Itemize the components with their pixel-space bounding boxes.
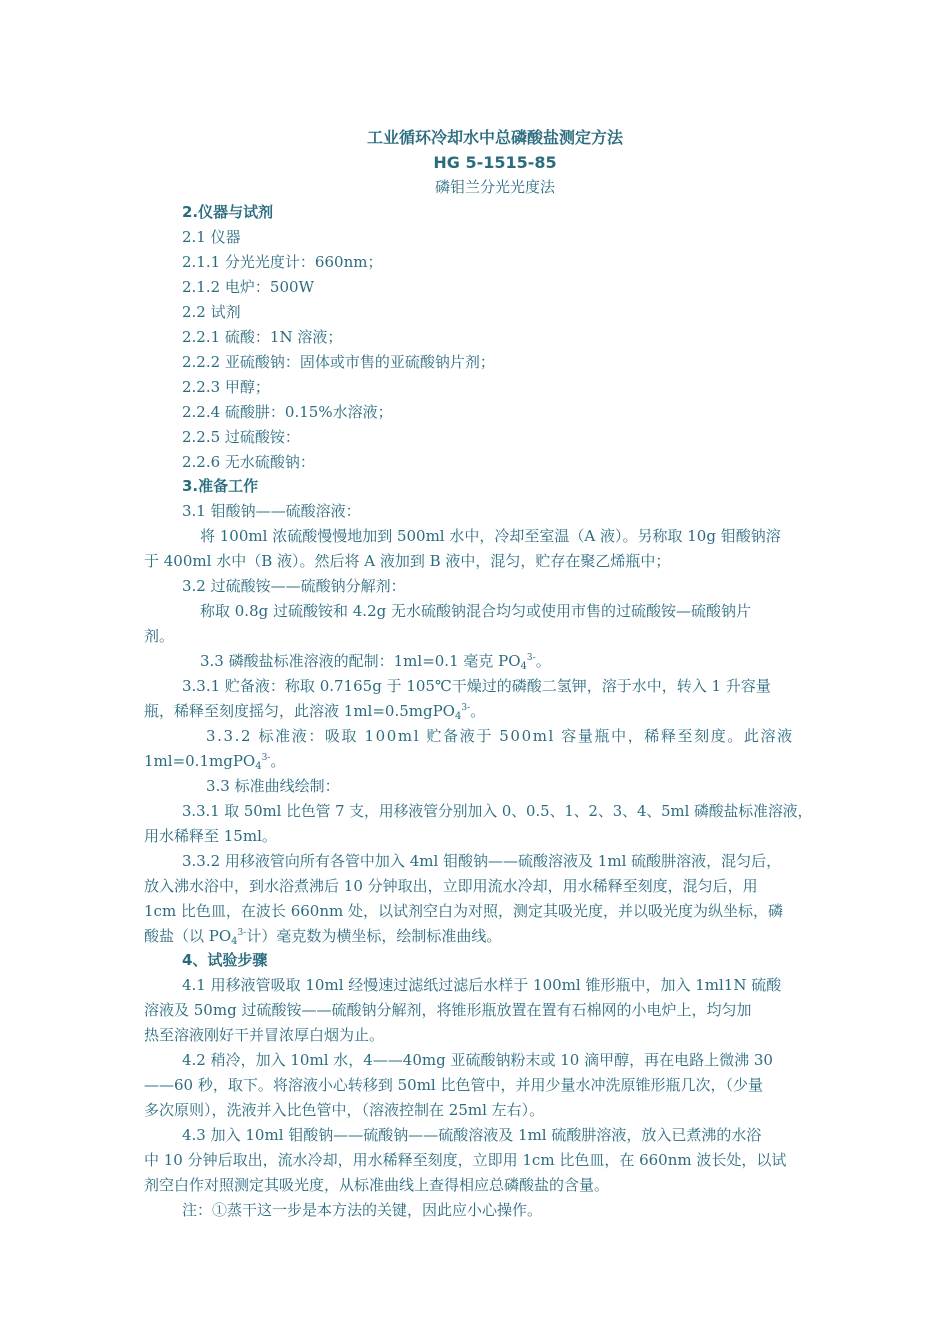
item-3-3: 3.3 磷酸盐标准溶液的配制：1ml=0.1 毫克 $PO_4^{3-}$。 (200, 652, 551, 672)
item-2-2-6: 2.2.6 无水硫酸钠： (182, 453, 315, 471)
paragraph-4-2-line: 4.2 稍冷，加入 10ml 水，4——40mg 亚硫酸钠粉末或 10 滴甲醇，再在电路上微沸 30 (182, 1051, 773, 1069)
paragraph-3-1-line: 于 400ml 水中（B 液）。然后将 A 液加到 B 液中，混匀，贮存在聚乙烯瓶中； (144, 552, 671, 570)
paragraph-3-1-line: 将 100ml 浓硫酸慢慢地加到 500ml 水中，冷却至室温（A 液）。另称取 10g 钼酸钠溶 (200, 527, 781, 545)
paragraph-3-3-2b-line: 3.3.2 用移液管向所有各管中加入 4ml 钼酸钠——硫酸溶液及 1ml 硫酸肼溶液，混匀后， (182, 852, 782, 870)
paragraph-4-3-line: 4.3 加入 10ml 钼酸钠——硫酸钠——硫酸溶液及 1ml 硫酸肼溶液，放入已煮沸的水浴 (182, 1126, 762, 1144)
paragraph-3-3-2b-line: 1cm 比色皿，在波长 660nm 处，以试剂空白为对照，测定其吸光度，并以吸光度为纵坐标，磷 (144, 902, 783, 920)
method-name: 磷钼兰分光光度法 (434, 178, 555, 196)
paragraph-3-3-2-line: 1ml=0.1mgPO$_4^{3-}$。 (144, 752, 286, 772)
paragraph-3-3-2b-line: 酸盐（以 $PO_4^{3-}$计）毫克数为横坐标，绘制标准曲线。 (144, 927, 502, 947)
note: 注：①蒸干这一步是本方法的关键，因此应小心操作。 (182, 1201, 543, 1219)
standard-code: HG 5-1515-85 (433, 153, 557, 172)
item-2-2-4: 2.2.4 硫酸肼：0.15%水溶液； (182, 403, 393, 421)
item-2-2-3: 2.2.3 甲醇； (182, 378, 270, 396)
paragraph-4-1-line: 溶液及 50mg 过硫酸铵——硫酸钠分解剂，将锥形瓶放置在置有石棉网的小电炉上，均匀加 (144, 1001, 752, 1019)
paragraph-3-3-1-line: 瓶，稀释至刻度摇匀，此溶液 1ml=0.5mgPO$_4^{3-}$。 (144, 702, 486, 722)
item-2-2-2: 2.2.2 亚硫酸钠：固体或市售的亚硫酸钠片剂； (182, 353, 495, 371)
item-3-3-curve: 3.3 标准曲线绘制： (206, 777, 340, 795)
paragraph-4-2-line: 多次原则），洗液并入比色管中，（溶液控制在 25ml 左右）。 (144, 1101, 545, 1119)
item-3-2: 3.2 过硫酸铵——硫酸钠分解剂： (182, 577, 406, 595)
section-heading-4: 4、试验步骤 (182, 951, 268, 969)
document-title: 工业循环冷却水中总磷酸盐测定方法 (366, 128, 623, 147)
paragraph-3-2-line: 称取 0.8g 过硫酸铵和 4.2g 无水硫酸钠混合均匀或使用市售的过硫酸铵—硫酸钠片 (200, 602, 751, 620)
paragraph-3-2-line: 剂。 (144, 627, 175, 645)
paragraph-4-2-line: ——60 秒，取下。将溶液小心转移到 50ml 比色管中，并用少量水冲洗原锥形瓶几次，（少量 (144, 1076, 764, 1094)
item-2-1: 2.1 仪器 (182, 228, 241, 246)
paragraph-4-1-line: 热至溶液刚好干并冒浓厚白烟为止。 (144, 1026, 385, 1044)
paragraph-3-3-2b-line: 放入沸水浴中，到水浴煮沸后 10 分钟取出，立即用流水冷却，用水稀释至刻度，混匀后，用 (144, 877, 758, 895)
section-heading-3: 3.准备工作 (182, 477, 259, 495)
paragraph-4-3-line: 中 10 分钟后取出，流水冷却，用水稀释至刻度，立即用 1cm 比色皿，在 660nm 波长处，以试 (144, 1151, 787, 1169)
item-2-2-1: 2.2.1 硫酸：1N 溶液； (182, 328, 343, 346)
paragraph-4-1-line: 4.1 用移液管吸取 10ml 经慢速过滤纸过滤后水样于 100ml 锥形瓶中，加入 1ml1N 硫酸 (182, 976, 782, 994)
paragraph-3-3-2-line: 3.3.2 标准液：吸取 100ml 贮备液于 500ml 容量瓶中，稀释至刻度。此溶液 (206, 727, 794, 745)
item-2-2-5: 2.2.5 过硫酸铵： (182, 428, 300, 446)
paragraph-4-3-line: 剂空白作对照测定其吸光度，从标准曲线上查得相应总磷酸盐的含量。 (144, 1176, 610, 1194)
item-2-2: 2.2 试剂 (182, 303, 241, 321)
item-2-1-1: 2.1.1 分光光度计：660nm； (182, 253, 383, 271)
item-2-1-2: 2.1.2 电炉：500W (182, 278, 314, 296)
section-heading-2: 2.仪器与试剂 (182, 203, 274, 221)
paragraph-3-3-1-line: 3.3.1 贮备液：称取 0.7165g 于 105℃干燥过的磷酸二氢钾，溶于水中，转入 1 升容量 (182, 677, 771, 695)
paragraph-3-3-1b-line: 用水稀释至 15ml。 (144, 827, 277, 845)
item-3-1: 3.1 钼酸钠——硫酸溶液： (182, 502, 361, 520)
paragraph-3-3-1b-line: 3.3.1 取 50ml 比色管 7 支，用移液管分别加入 0、0.5、1、2、3、4、5ml 磷酸盐标准溶液， (182, 802, 813, 820)
